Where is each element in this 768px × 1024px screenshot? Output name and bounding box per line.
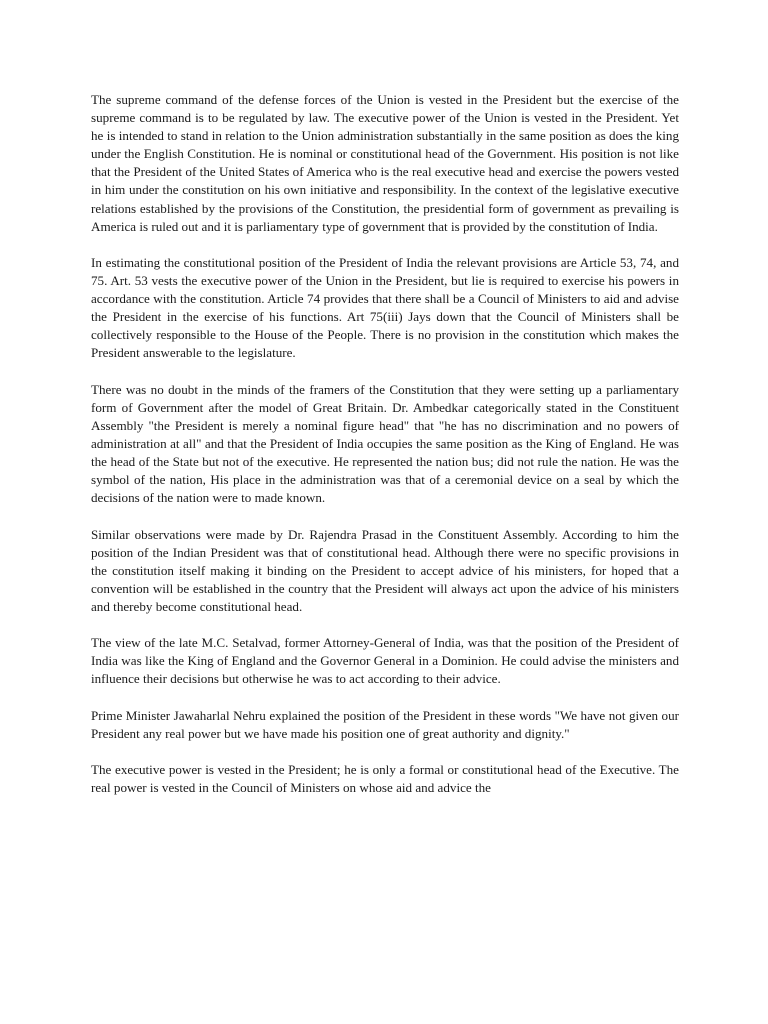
paragraph-2: In estimating the constitutional position of the President of India the relevant provisions are Article 53, 74, and 75. Art. 53 vests the executive power of the Union in the President, but lie is required to exercise his powers in accordance with the constitution. Article 74 provides that there shall be a Council of Ministers to aid and advise the President in the exercise of his functions. Art 75(iii) Jays down that the Council of Ministers shall be collectively responsible to the House of the People. There is no provision in the constitution which makes the President answerable to the legislature. [91, 254, 679, 361]
paragraph-7: The executive power is vested in the President; he is only a formal or constitutional head of the Executive. The real power is vested in the Council of Ministers on whose aid and advice the [91, 762, 679, 796]
paragraph-4: Similar observations were made by Dr. Rajendra Prasad in the Constituent Assembly. According to him the position of the Indian President was that of constitutional head. Although there were no specific provisions in the constitution itself making it binding on the President to accept advice of his ministers, for hoped that a convention will be established in the country that the President will always act upon the advice of his ministers and thereby become constitutional head. [91, 526, 679, 614]
paragraph-3: There was no doubt in the minds of the framers of the Constitution that they were setting up a parliamentary form of Government after the model of Great Britain. Dr. Ambedkar categorically stated in the Constituent Assembly "the President is merely a nominal figure head" that "he has no discrimination and no powers of administration at all" and that the President of India occupies the same position as the King of England. He was the head of the State but not of the executive. He represented the nation bus; did not rule the nation. He was the symbol of the nation, His place in the administration was that of a ceremonial device on a seal by which the decisions of the nation were to made known. [91, 381, 679, 506]
paragraph-6: Prime Minister Jawaharlal Nehru explained the position of the President in these words "We have not given our President any real power but we have made his position one of great authority and dignity." [91, 707, 679, 741]
document-body [91, 91, 679, 815]
paragraph-5: The view of the late M.C. Setalvad, former Attorney-General of India, was that the position of the President of India was like the King of England and the Governor General in a Dominion. He could advise the ministers and influence their decisions but otherwise he was to act according to their advice. [91, 635, 679, 687]
paragraph-1: The supreme command of the defense forces of the Union is vested in the President but the exercise of the supreme command is to be regulated by law. The executive power of the Union is vested in the President. Yet he is intended to stand in relation to the Union administration substantially in the same position as does the king under the English Constitution. He is nominal or constitutional head of the Government. His position is not like that the President of the United States of America who is the real executive head and exercise the powers vested in him under the constitution on his own initiative and responsibility. In the context of the legislative executive relations established by the provisions of the Constitution, the presidential form of government as prevailing is America is ruled out and it is parliamentary type of government that is provided by the constitution of India. [91, 92, 679, 234]
